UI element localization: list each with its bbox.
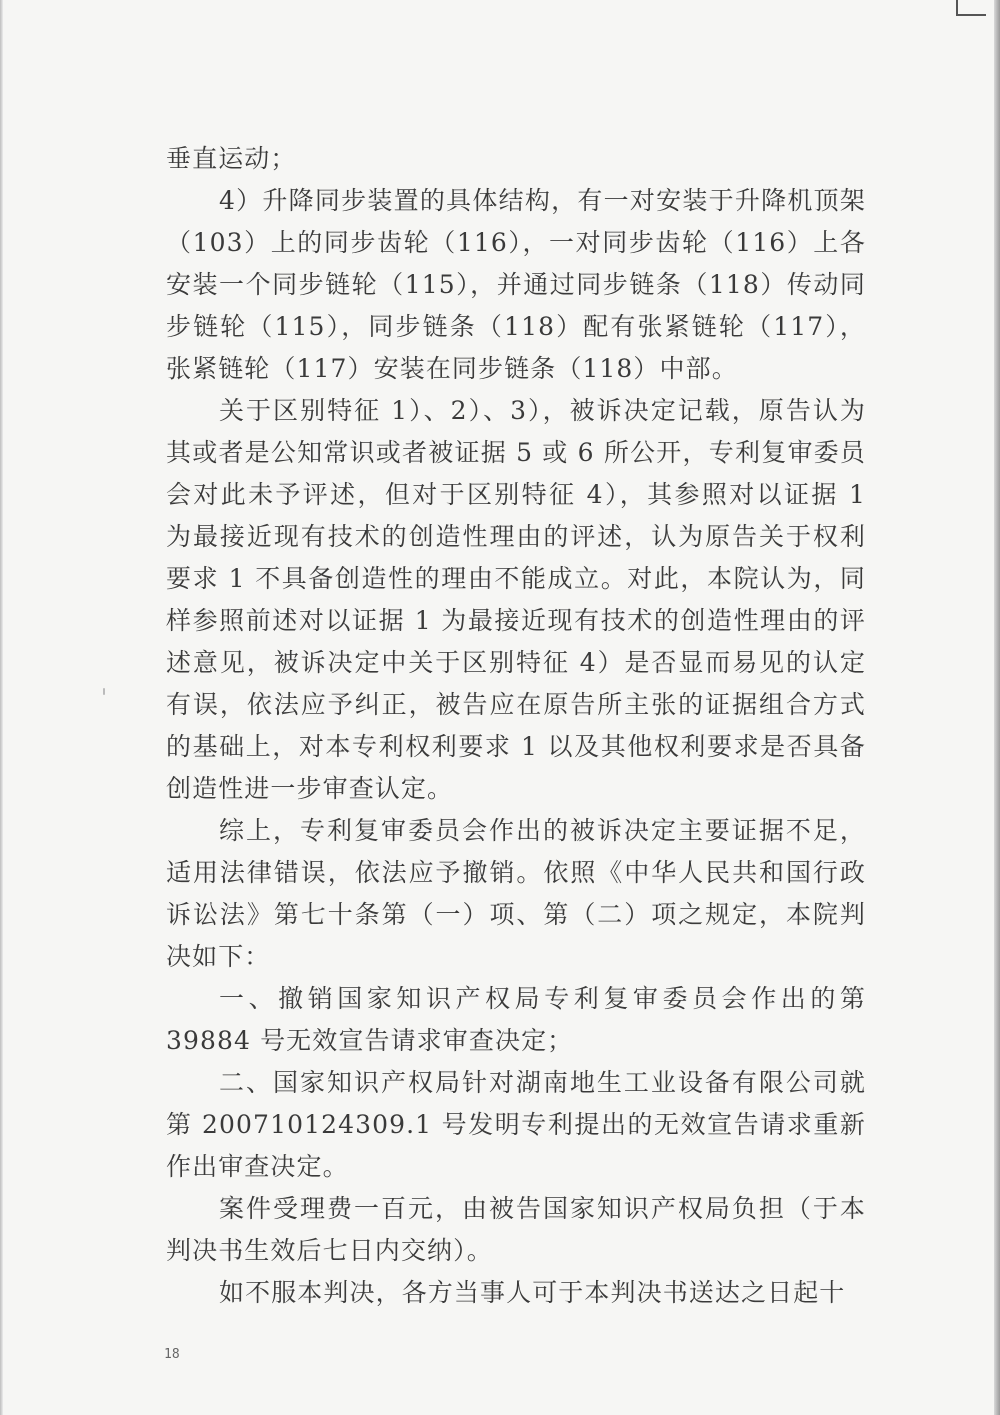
paragraph-6: 二、国家知识产权局针对湖南地生工业设备有限公司就第 200710124309.1 号发明专利提出的无效宣告请求重新作出审查决定。 <box>166 1068 866 1181</box>
document-body <box>166 138 866 1314</box>
scan-corner-mark <box>956 0 986 16</box>
paragraph-3: 关于区别特征 1）、2）、3），被诉决定记载，原告认为其或者是公知常识或者被证据 5 或 6 所公开，专利复审委员会对此未予评述，但对于区别特征 4），其参照对以证据 1 为最接近现有技术的创造性理由的评述，认为原告关于权利要求 1 不具备创造性的理由不能成立。对此，本院认为，同样参照前述对以证据 1 为最接近现有技术的创造性理由的评述意见，被诉决定中关于区别特征 4）是否显而易见的认定有误，依法应予纠正，被告应在原告所主张的证据组合方式的基础上，对本专利权利要求 1 以及其他权利要求是否具备创造性进一步审查认定。 <box>166 396 866 803</box>
scan-edge-left <box>0 0 3 1415</box>
paragraph-5: 一、撤销国家知识产权局专利复审委员会作出的第 39884 号无效宣告请求审查决定； <box>166 984 866 1055</box>
scan-speck <box>103 688 105 695</box>
paragraph-7: 案件受理费一百元，由被告国家知识产权局负担（于本判决书生效后七日内交纳）。 <box>166 1194 866 1265</box>
paragraph-8: 如不服本判决，各方当事人可于本判决书送达之日起十 <box>219 1278 846 1307</box>
paragraph-1: 垂直运动； <box>166 144 297 173</box>
page-number: 18 <box>164 1347 180 1362</box>
scan-edge-right <box>994 0 1000 1415</box>
paragraph-4: 综上，专利复审委员会作出的被诉决定主要证据不足，适用法律错误，依法应予撤销。依照《中华人民共和国行政诉讼法》第七十条第（一）项、第（二）项之规定，本院判决如下： <box>166 816 866 971</box>
paragraph-2: 4）升降同步装置的具体结构，有一对安装于升降机顶架（103）上的同步齿轮（116），一对同步齿轮（116）上各安装一个同步链轮（115），并通过同步链条（118）传动同步链轮（115），同步链条（118）配有张紧链轮（117），张紧链轮（117）安装在同步链条（118）中部。 <box>166 186 866 383</box>
